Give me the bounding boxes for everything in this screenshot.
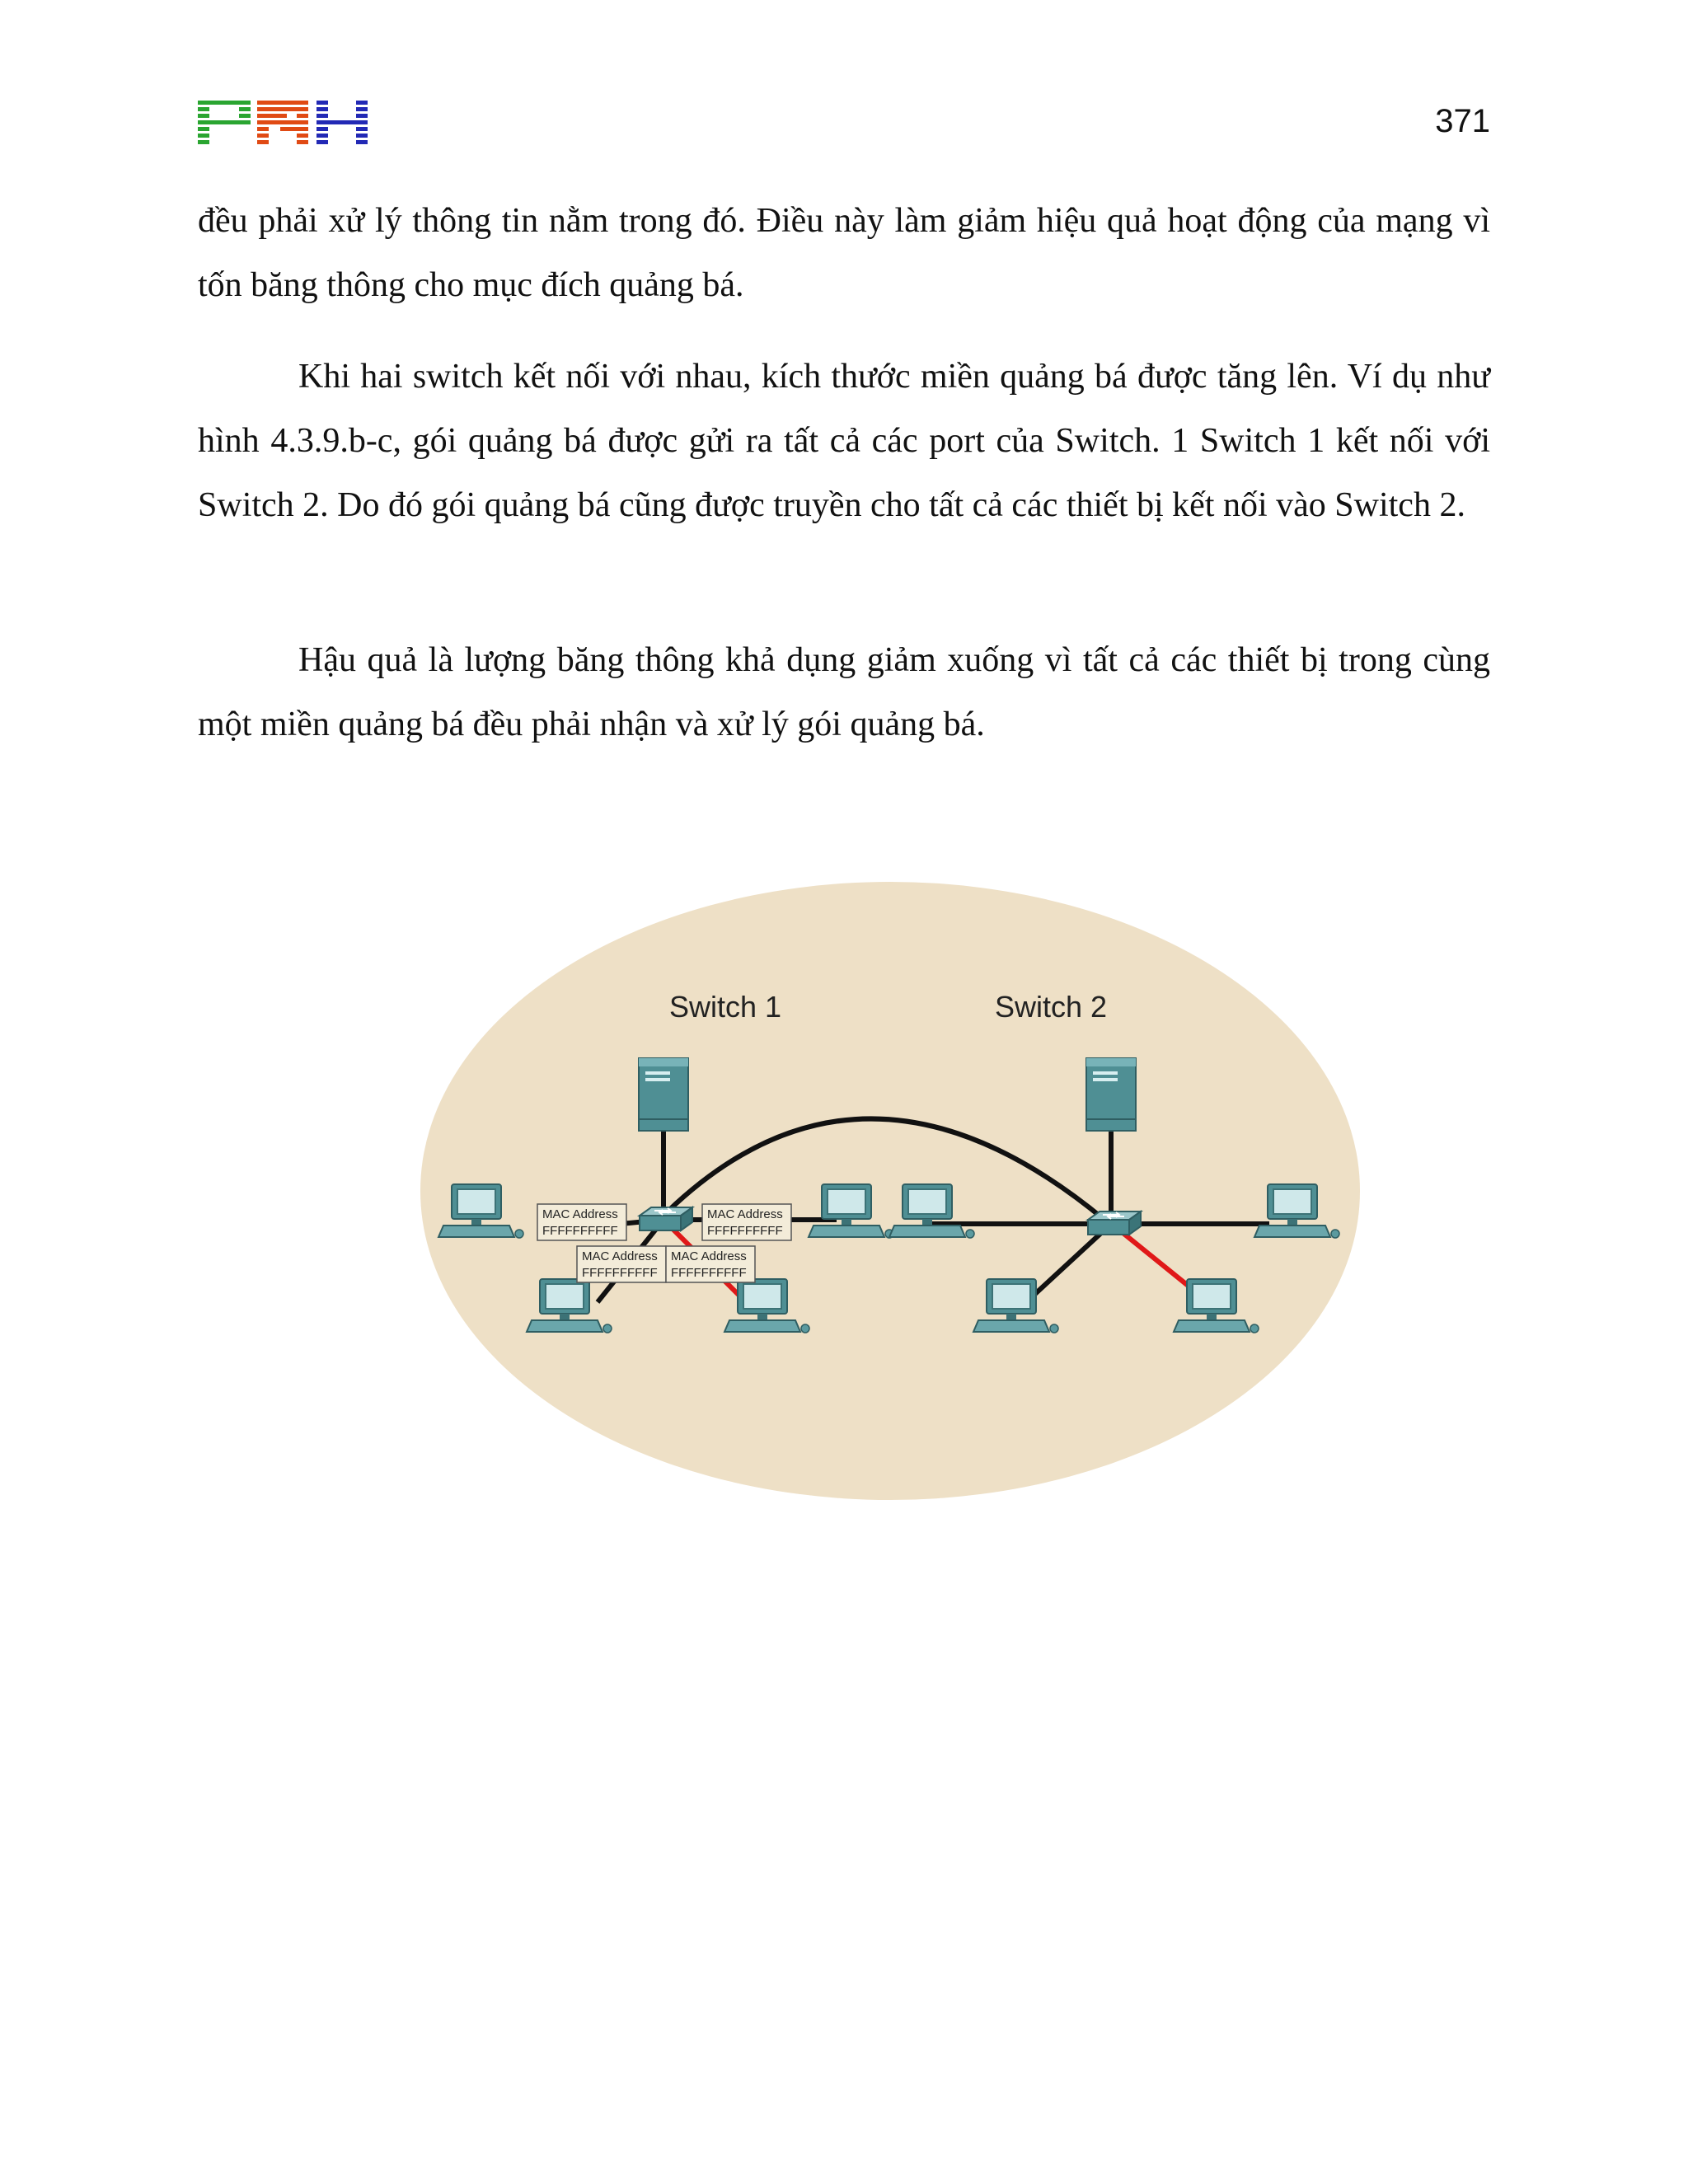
mac-label (702, 1204, 791, 1240)
logo-letter-p (198, 101, 251, 144)
paragraph-3: Hậu quả là lượng băng thông khả dụng giảm xuống vì tất cả các thiết bị trong cùng một miền quảng bá đều phải nhận và xử lý gói quảng bá. (198, 641, 1490, 743)
logo-letter-h (316, 101, 368, 144)
switch-2-icon (1088, 1212, 1141, 1235)
mac-label (577, 1246, 666, 1282)
pnh-logo (198, 101, 368, 147)
svg-text:FFFFFFFFFF: FFFFFFFFFF (582, 1266, 658, 1280)
svg-text:FFFFFFFFFF: FFFFFFFFFF (671, 1266, 747, 1280)
logo-letter-n (257, 101, 308, 144)
svg-text:FFFFFFFFFF: FFFFFFFFFF (542, 1224, 618, 1238)
broadcast-domain-figure (420, 882, 1360, 1500)
svg-text:MAC Address: MAC Address (671, 1249, 747, 1263)
broadcast-domain-ellipse (420, 882, 1360, 1500)
paragraph-1: đều phải xử lý thông tin nằm trong đó. Điều này làm giảm hiệu quả hoạt động của mạng vì tốn băng thông cho mục đích quảng bá. (198, 202, 1490, 304)
server-icon-switch-1 (639, 1058, 688, 1131)
switch-2-label: Switch 2 (994, 990, 1108, 1024)
mac-label (537, 1204, 626, 1240)
paragraph-2: Khi hai switch kết nối với nhau, kích thước miền quảng bá được tăng lên. Ví dụ như hình 4.3.9.b-c, gói quảng bá được gửi ra tất cả các port của Switch. 1 Switch 1 kết nối với Switch 2. Do đó gói quảng bá cũng được truyền cho tất cả các thiết bị kết nối vào Switch 2. (198, 358, 1490, 524)
mac-label (666, 1246, 755, 1282)
svg-text:MAC Address: MAC Address (707, 1207, 783, 1221)
svg-text:FFFFFFFFFF: FFFFFFFFFF (707, 1224, 783, 1238)
page-number: 371 (1435, 103, 1490, 139)
server-icon-switch-2 (1086, 1058, 1136, 1131)
switch-1-label: Switch 1 (668, 990, 782, 1024)
network-diagram (420, 882, 1360, 1500)
switch-1-icon (640, 1207, 692, 1230)
svg-text:MAC Address: MAC Address (582, 1249, 658, 1263)
svg-text:MAC Address: MAC Address (542, 1207, 618, 1221)
